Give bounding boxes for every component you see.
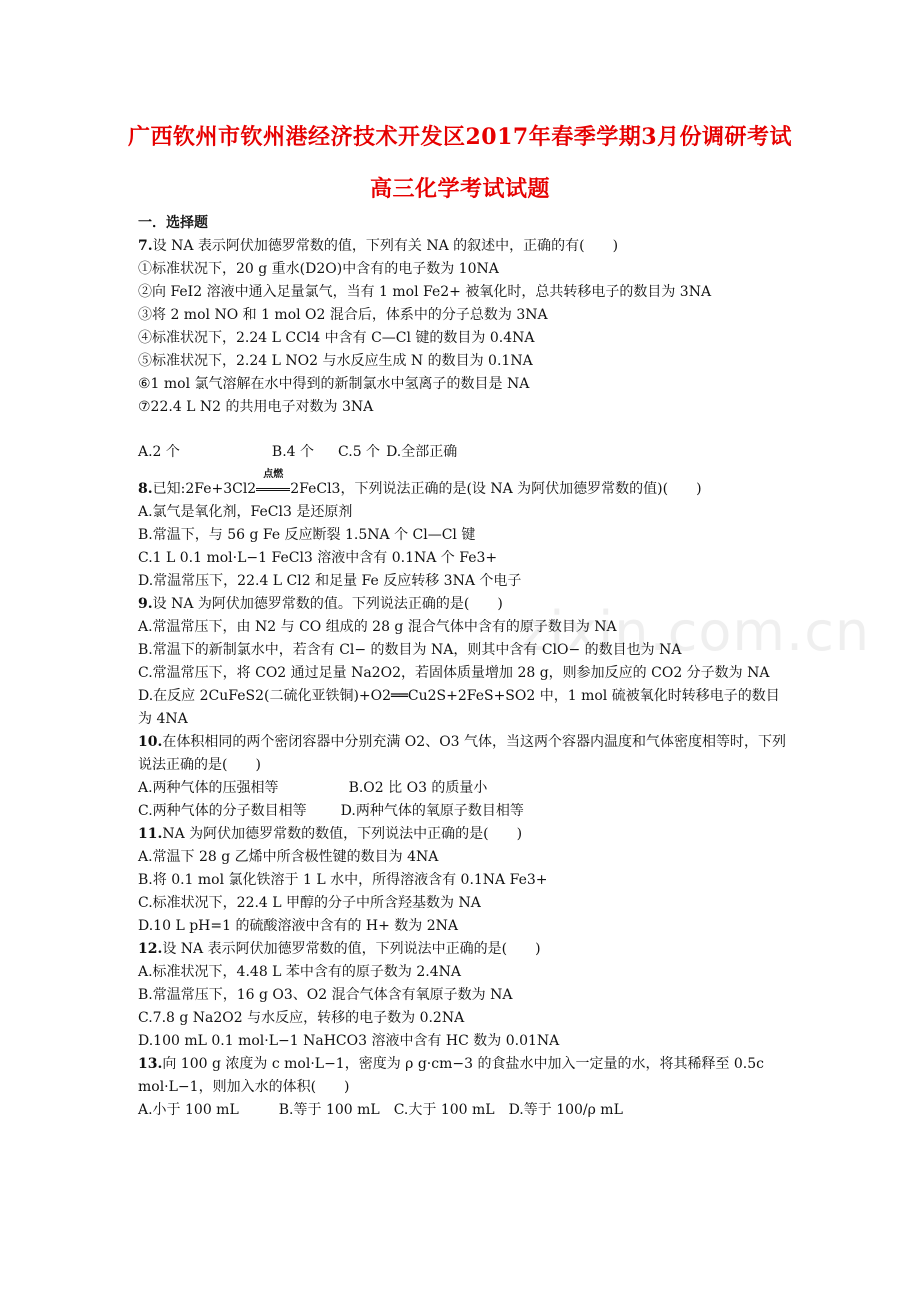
option-b[interactable]: B.等于 100 mL [278, 1102, 380, 1118]
option-d[interactable]: D.10 L pH=1 的硫酸溶液中含有的 H+ 数为 2NA [138, 918, 459, 934]
option-c[interactable]: C.标准状况下，22.4 L 甲醇的分子中所含羟基数为 NA [138, 895, 481, 911]
question-stem: 设 NA 表示阿伏加德罗常数的值，下列说法中正确的是( ) [162, 941, 541, 957]
exam-subtitle: 高三化学考试试题 [369, 176, 550, 202]
option-d[interactable]: D.两种气体的氧原子数目相等 [340, 803, 524, 819]
statement: ⑦22.4 L N2 的共用电子对数为 3NA [138, 399, 374, 415]
option-d[interactable]: D.等于 100/ρ mL [508, 1102, 623, 1118]
statement: ③将 2 mol NO 和 1 mol O2 混合后，体系中的分子总数为 3NA [138, 307, 548, 323]
question-number: 7. [138, 238, 153, 254]
option-c[interactable]: C.5 个 [338, 444, 381, 460]
option-a[interactable]: A.常温常压下，由 N2 与 CO 组成的 28 g 混合气体中含有的原子数目为 NA [138, 619, 617, 635]
option-a[interactable]: A.标准状况下，4.48 L 苯中含有的原子数为 2.4NA [138, 964, 462, 980]
question-number: 13. [138, 1056, 163, 1072]
statement: ④标准状况下，2.24 L CCl4 中含有 C—Cl 键的数目为 0.4NA [138, 330, 535, 346]
question-stem: 在体积相同的两个密闭容器中分别充满 O2、O3 气体，当这两个容器内温度和气体密度相等时，下列说法正确的是( ) [138, 734, 787, 773]
statement: ②向 FeI2 溶液中通入足量氯气，当有 1 mol Fe2+ 被氧化时，总共转移电子的数目为 3NA [138, 284, 712, 300]
question-13 [138, 1053, 788, 1122]
question-number: 8. [138, 481, 153, 497]
option-c[interactable]: C.常温常压下，将 CO2 通过足量 Na2O2，若固体质量增加 28 g，则参加反应的 CO2 分子数为 NA [138, 665, 770, 681]
statement: ⑥1 mol 氯气溶解在水中得到的新制氯水中氢离子的数目是 NA [138, 376, 530, 392]
question-number: 11. [138, 826, 163, 842]
option-a[interactable]: A.常温下 28 g 乙烯中所含极性键的数目为 4NA [138, 849, 439, 865]
section-heading: 一．选择题 [138, 215, 208, 231]
option-b[interactable]: B.常温下的新制氯水中，若含有 Cl− 的数目为 NA，则其中含有 ClO− 的数目也为 NA [138, 642, 682, 658]
question-7 [138, 235, 788, 464]
option-a[interactable]: A.2 个 [138, 444, 180, 460]
question-10 [138, 731, 788, 823]
option-a[interactable]: A.小于 100 mL [138, 1102, 239, 1118]
option-b[interactable]: B.常温常压下，16 g O3、O2 混合气体含有氧原子数为 NA [138, 987, 513, 1003]
question-list [138, 212, 788, 1122]
question-stem: 设 NA 表示阿伏加德罗常数的值，下列有关 NA 的叙述中，正确的有( ) [152, 238, 619, 254]
option-b[interactable]: B.4 个 [271, 444, 315, 460]
exam-title: 广西钦州市钦州港经济技术开发区2017年春季学期3月份调研考试 [127, 124, 793, 150]
option-c[interactable]: C.1 L 0.1 mol·L−1 FeCl3 溶液中含有 0.1NA 个 Fe3+ [138, 550, 498, 566]
question-12 [138, 938, 788, 1053]
option-b[interactable]: B.O2 比 O3 的质量小 [348, 780, 488, 796]
option-d[interactable]: D.全部正确 [386, 444, 458, 460]
reaction-arrow [256, 469, 290, 501]
statement: ①标准状况下，20 g 重水(D2O)中含有的电子数为 10NA [138, 261, 499, 277]
question-stem: 向 100 g 浓度为 c mol·L−1，密度为 ρ g·cm−3 的食盐水中加入一定量的水，将其稀释至 0.5c mol·L−1，则加入水的体积( ) [138, 1056, 765, 1095]
question-stem-pre: 已知:2Fe+3Cl2 [152, 481, 257, 497]
option-a[interactable]: A.氯气是氧化剂，FeCl3 是还原剂 [138, 504, 353, 520]
question-number: 10. [138, 734, 163, 750]
question-11 [138, 823, 788, 938]
option-c[interactable]: C.两种气体的分子数目相等 [138, 803, 307, 819]
option-d[interactable]: D.在反应 2CuFeS2(二硫化亚铁铜)+O2══Cu2S+2FeS+SO2 中，1 mol 硫被氧化时转移电子的数目为 4NA [138, 688, 780, 727]
option-d[interactable]: D.常温常压下，22.4 L Cl2 和足量 Fe 反应转移 3NA 个电子 [138, 573, 522, 589]
question-number: 12. [138, 941, 163, 957]
question-stem: 设 NA 为阿伏加德罗常数的值。下列说法正确的是( ) [152, 596, 503, 612]
option-b[interactable]: B.常温下，与 56 g Fe 反应断裂 1.5NA 个 Cl—Cl 键 [138, 527, 476, 543]
option-c[interactable]: C.7.8 g Na2O2 与水反应，转移的电子数为 0.2NA [138, 1010, 465, 1026]
reaction-condition: 点燃 [263, 469, 284, 480]
question-number: 9. [138, 596, 153, 612]
option-b[interactable]: B.将 0.1 mol 氯化铁溶于 1 L 水中，所得溶液含有 0.1NA Fe3+ [138, 872, 548, 888]
question-8 [138, 469, 788, 593]
statement: ⑤标准状况下，2.24 L NO2 与水反应生成 N 的数目为 0.1NA [138, 353, 533, 369]
option-a[interactable]: A.两种气体的压强相等 [138, 780, 279, 796]
question-9 [138, 593, 788, 731]
option-c[interactable]: C.大于 100 mL [393, 1102, 495, 1118]
question-stem: NA 为阿伏加德罗常数的数值，下列说法中正确的是( ) [162, 826, 523, 842]
question-stem-post: 2FeCl3，下列说法正确的是(设 NA 为阿伏加德罗常数的值)( ) [290, 481, 702, 497]
option-d[interactable]: D.100 mL 0.1 mol·L−1 NaHCO3 溶液中含有 HC 数为 0.01NA [138, 1033, 560, 1049]
watermark: zixin.com.cn [520, 600, 871, 663]
